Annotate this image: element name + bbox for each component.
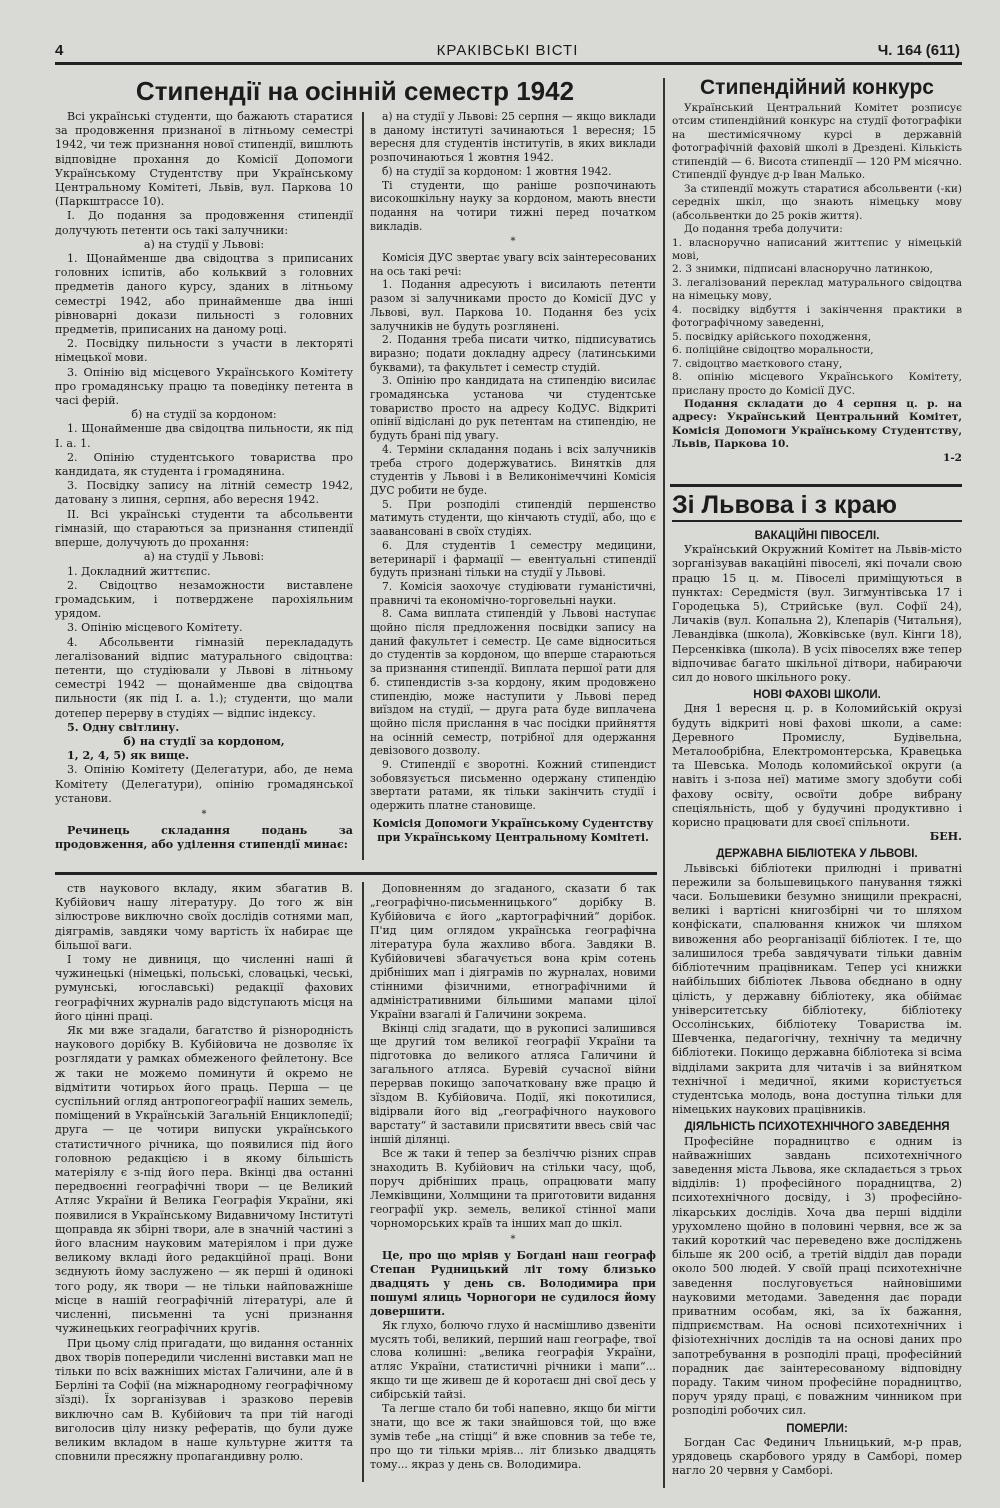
paragraph: 4. Терміни складання подань і всіх залучників треба строго додержуватись. Винятків для студентів у Львові і в Великонімеччині Комісія ДУС робити не буде. bbox=[370, 442, 656, 497]
author-signature: БЕН. bbox=[929, 830, 962, 844]
paragraph: 4. Абсольвенти гімназій переклададуть легалізований відпис матурального свідоцтва: петенти, що студіювали у Львові в літньому семестрі 1942 — щонайменше два свідоцтва пильности (як під І. а. 1.); студенти, що мали дотепер перерву в студіях — відпис індексу. bbox=[55, 635, 353, 720]
paragraph: І. До подання за продовження стипендії долучують петенти ось такі залучники: bbox=[55, 209, 353, 237]
paragraph: а) на студії у Львові: 25 серпня — якщо виклади в даному інституті зачинаються 1 вересня; 15 вересня для студентів інститутів, в яких виклади розпочинаються 1 жовтня 1942. bbox=[370, 110, 656, 165]
paragraph: І тому не дивниця, що численні наші й чужинецькі (німецькі, польські, словацькі, чеські, румунські, югославські) редакції фахових географічних журналів радо відступають місця на його цінні праці. bbox=[55, 953, 353, 1023]
paragraph: 8. Сама виплата стипендій у Львові наступає щойно після предложення посвідки запису на даний факультет і семестр. Це саме відноситься до студентів за кордоном, що вперше стараються за признання стипендії. Виплата першої рати для б. стипендистів з-за кордону, яким продовжено стипендію, може наступити у Львові перед виїздом на студії, — друга рата буде виплачена щойно після прислання в час посідки прийняття на осінній семестр, потрібної для одержання девізового дозволу. bbox=[370, 607, 656, 758]
paragraph: Український Окружний Комітет на Львів-місто зорганізував вакаційні півоселі, які почали свою працю 15 ц. м. Півоселі приміщуються в пунктах: Середмістя (вул. Зигмунтівська 17 і Городецька 5), Стрийське (вул. Софії 24), Личаків (вул. Копальна 2), Клепарів (Читальня), Левандівка (школа), Жовківське (вул. Кінги 18), Персенківка (школа). В усіх півоселях вже тепер відпочиває багато шкільної дітвори, набираючи сил до нового шкільного року. bbox=[672, 543, 962, 685]
list-item: 2. 3 знимки, підписані власноручно латинкою, bbox=[672, 263, 933, 276]
header-rule bbox=[55, 62, 962, 65]
page-header bbox=[55, 42, 960, 62]
paragraph: 1. Щонайменше два свідоцтва з приписаних головних іспитів, або кольквий з головних предметів даного курсу, зданих в літньому семестрі 1942, або принайменше два інші рівноварні докази пильності з головних предметів, приписаних на даному році. bbox=[55, 252, 353, 337]
subheading: б) на студії за кордоном: bbox=[131, 408, 277, 422]
paragraph: 3. Опінію Комітету (Делегатури, або, де нема Комітету (Делегатури), опінію громадянської установи. bbox=[55, 763, 353, 805]
paragraph: Це, про що мріяв у Богдані наш географ Степан Рудницький літ тому близько двадцять у день св. Володимира при пошумі ялиць Чорногори не судилося йому довершити. bbox=[370, 1248, 656, 1318]
paragraph: 6. Для студентів 1 семестру медицини, ветеринарії і фармації — евентуальні стипендії будуть признані тільки на студії у Львові. bbox=[370, 538, 656, 580]
news-heading: НОВІ ФАХОВІ ШКОЛИ. bbox=[753, 689, 881, 702]
paragraph: Як глухо, болючо глухо й насмішливо дзвеніти мусять тобі, великий, перший наш географе, твої слова колишні: „велика географія України, атляс України, статистичні річники і мапи“... якщо ти ще живеш де й коротаєш дні свої десь у сибірській тайзі. bbox=[370, 1318, 656, 1402]
lviv-section-title: Зі Львова і з краю bbox=[672, 490, 962, 522]
subheading: а) на студії у Львові: bbox=[143, 237, 265, 251]
paragraph: б) на студії за кордоном: 1 жовтня 1942. bbox=[382, 164, 612, 178]
list-item: 4. посвідку відбуття і закінчення практики в фотографічному заведенні, bbox=[672, 303, 962, 330]
column-rule bbox=[362, 882, 364, 1482]
subheading: а) на студії у Львові: bbox=[143, 550, 265, 564]
scholarship-column-2 bbox=[370, 110, 656, 862]
paragraph: Подання складати до 4 серпня ц. р. на адресу: Український Центральний Комітет, Комісія Допомоги Українському Студентству, Львів, Паркова 10. bbox=[672, 397, 962, 451]
paragraph: ств наукового вкладу, яким збагатив В. Кубійович нашу літературу. До того ж він зілюстрове виключно своїх дослідів сотнями мап, діяграмів, завдяки чому вартість їх набирає ще більшої ваги. bbox=[55, 882, 353, 952]
scholarship-title: Стипендії на осінній семестр 1942 bbox=[135, 76, 575, 106]
subheading: б) на студії за кордоном, bbox=[123, 734, 285, 748]
paragraph: 1, 2, 4, 5) як вище. bbox=[67, 749, 190, 763]
page-number: 4 bbox=[55, 42, 64, 59]
column-rule bbox=[663, 78, 665, 1488]
paragraph: До подання треба долучити: bbox=[684, 223, 843, 236]
contest-column bbox=[672, 102, 962, 480]
paragraph: Професійне порадництво є одним із найважніших завдань психотехнічного заведення міста Львова, яке складається з трьох відділів: 1) професійного порадництва, 2) психотехнічного досвіду, і 3) професійно-лікарських дослідів. Хоча два перші відділи урухомлено щойно в половині червня, все ж за такий короткий час переведено вже досліджень більше як 200 осіб, а третій відділ дав поради около 500 людей. У своїй праці психотехнічне заведення послуговується найновішими науковими методами. Заведення дає поради приватним особам, які, за їх бажання, підприємствам. На основі психотехнічних і фізіотехнічних дослідів та на основі даних про запотребування в розподілі праці, професійний порадник дає заінтересованому відповідну пораду. Таким чином професійне порадництво, поруч уряду праці, є поважним чинником при розподілі робочих сил. bbox=[672, 1134, 962, 1418]
paragraph: 5. При розподілі стипендій першенство матимуть студенти, що кінчають студії, або, що є заавансовані в своїх студіях. bbox=[370, 497, 656, 539]
paragraph: 3. Опінію про кандидата на стипендію висилає громадянська установа чи студентське товариство просто на адресу КоДУС. Відкриті опінії відіслані до рук петентам на стипендію, не будуть брані під увагу. bbox=[370, 374, 656, 443]
paragraph: 2. Опінію студентського товариства про кандидата, як студента і громадянина. bbox=[55, 450, 353, 479]
paragraph: За стипендії можуть старатися абсольвенти (-ки) середніх шкіл, що знають німецьку мову (абсольвентки до 25 років життя). bbox=[672, 182, 962, 222]
paragraph: 2. Подання треба писати читко, підписуватись виразно; подати докладну адресу (латинськими буквами), та факультет і семестр студій. bbox=[370, 333, 656, 374]
scholarship-column-1 bbox=[55, 110, 353, 862]
paragraph: 2. Свідоцтво незаможности виставлене громадським, і потверджене парохіяльним урядом. bbox=[55, 578, 353, 621]
paragraph: Вкінці слід згадати, що в рукописі залишився ще другий том великої географії України та підготовка до великого атляса Галичини й загального атляса. Буревій сучасної війни перервав покищо започатковану вже працю й зїздом В. Кубійовича. Події, які покотилися, відірвали його від „географічного наукового варстату“ й заставили присвятити ввесь свій час іншій ділянці. bbox=[370, 1021, 656, 1147]
paragraph: Богдан Сас Фединич Ільницький, м-р прав, урядовець скарбового уряду в Самборі, помер нагло 20 червня у Самборі. bbox=[672, 1435, 962, 1478]
kubijovych-column-1 bbox=[55, 882, 353, 1486]
paragraph: При цьому слід пригадати, що видання останніх двох творів попередили численні виставки мап не тільки по всіх важніших містах Галичини, але й в Берліні та Софії (на міжнародному географічному зїзді). Їх зорганізував і зразково перевів виключно сам В. Кубійович та при тій нагоді виголосив цілу низку рефератів, що були дуже великим вкладом в наше культурне життя та сповнили пресяжну пропагандивну ролю. bbox=[55, 1336, 353, 1464]
paragraph: ІІ. Всі українські студенти та абсольвенти гімназій, що стараються за признання стипендії вперше, долучують до прохання: bbox=[55, 507, 353, 550]
paragraph: 5. Одну світлину. bbox=[67, 720, 180, 734]
paragraph: Та легше стало би тобі напевно, якщо би мігти знати, що все ж таки знайшовся той, що вже зумів тебе „на стіцці“ й вже сповнив за тебе те, про що ти тільки мріяв... літ близько двадцять тому... якраз у день св. Володимира. bbox=[370, 1402, 656, 1472]
paragraph: Як ми вже згадали, багатство й різнородність наукового дорібку В. Кубійовича не дозволяє їх розглядати у рамках обмеженого фейлетону. Все ж таки не можемо поминути й окремо не відмітити чотирьох його праць. Перша — це суспільний огляд антропогеографії наших земель, поміщений в Українській Загальній Енциклопедії; друга — це чотири випуски українського статистичного річника, що появилися під його головною редакцією і в якому більшість матеріялу є з-під його пера. Вкінці два останні передвоєнні географічні твори — це Великий Атляс України й Велика Географія України, які появилися в Українському Видавничому Інституті щоправда як збірні твори, але в значній частині з його власним науковим матеріялом і при дуже великому вкладі його редакційної праці. Вони зєднують йому заслужено — як перші й одинокі того роду, як твори — не тільки найповажніше місце в нашій географічній літературі, але й численні, письменні та усні признання чужинецьких географічних кругів. bbox=[55, 1024, 353, 1336]
paragraph: 1. Подання адресують і висилають петенти разом зі залучниками просто до Комісії ДУС у Львові, вул. Паркова 10. Подання без усіх залучників не будуть розглянені. bbox=[370, 278, 656, 333]
paragraph: Всі українські студенти, що бажають старатися за продовження признаної в літньому семестрі 1942, чи теж признання нової стипендії, вишлють відповідне прохання до Комісії Допомоги Українському Студентству при Українському Центральному Комітеті, Львів, вул. Паркова 10 (Паркштрассе 10). bbox=[55, 110, 353, 209]
series-marker: 1-2 bbox=[943, 451, 962, 464]
paragraph: Львівські бібліотеки прилюдні і приватні пережили за большевицького панування тяжкі часи. Большевики безумно знищили прекрасні, великі і вартісні книгозбірні чи то шляхом конфіскати, спалювання книжок чи шляхом вивоження або реорганізації бібліотек. І те, що залишилося треба завдячувати тільки давнім бібліотечним працівникам. Тепер усі книжки найбільших бібліотек Львова обєднано в одну цілість, у державну бібліотеку, яка обіймає університетську бібліотеку, бібліотеку Оссолінських, бібліотеку Товариства ім. Шевченка, педагогічну, технічну та медичну бібліотеки. Покищо державна бібліотека зі всіма відділами закрита для читачів і за вийнятком технічної і медичної, якими користується студентська молодь, вона доступна тільки для німецьких наукових працівників. bbox=[672, 861, 962, 1117]
paragraph: Речинець складання подань за продовження, або уділення стипендії минає: bbox=[55, 824, 353, 852]
section-rule bbox=[55, 872, 657, 875]
paragraph: 3. Посвідку запису на літній семестр 1942, датовану з липня, серпня, або вересня 1942. bbox=[55, 479, 353, 507]
column-rule bbox=[362, 112, 364, 860]
paragraph: Дня 1 вересня ц. р. в Коломийській окрузі будуть відкриті нові фахові школи, а саме: Деревного Промислу, Будівельна, Металообрібна, Електромонтерська, Кравецька та Шевська. Молодь коломийської округи (а навіть і з-поза неї) матиме змогу здобути собі фахову освіту, освоїти добре вибрану спеціяльність, щоб у будучині продуктивно і корисно працювати для своєї спільноти. bbox=[672, 702, 962, 830]
paragraph: Український Центральний Комітет розписує отсим стипендійний конкурс на студії фотографіки на шестимісячному курсі в державній фотографічній фаховій школі в Дрездені. Кількість стипендій — 6. Висота стипендії — 120 РМ місячно. Стипендії фундує д-р Іван Малько. bbox=[672, 102, 962, 182]
paragraph: Ті студенти, що раніше розпочинають високошкільну науку за кордоном, мають внести подання на чотири тижні перед початком викладів. bbox=[370, 178, 656, 233]
separator-star: * bbox=[510, 236, 516, 248]
contest-title: Стипендійний конкурс bbox=[700, 76, 934, 99]
scholarship-signature: Комісія Допомоги Українському Судентству при Українському Центральному Комітеті. bbox=[372, 816, 654, 844]
list-item: 7. свідоцтво маєткового стану, bbox=[672, 357, 843, 370]
paragraph: 9. Стипендії є зворотні. Кожний стипендист зобовязується письменно одержану стипендію звертати ратами, як тільки закінчить студії і одержить платне становище. bbox=[370, 758, 656, 813]
issue-number: Ч. 164 (611) bbox=[877, 42, 960, 59]
paragraph: 3. Опінію місцевого Комітету. bbox=[67, 621, 243, 635]
news-heading: ВАКАЦІЙНІ ПІВОСЕЛІ. bbox=[754, 530, 880, 542]
separator-star: * bbox=[510, 1233, 516, 1245]
list-item: 8. опінію місцевого Українського Комітету, прислану просто до Комісії ДУС. bbox=[672, 371, 962, 397]
news-heading: ДІЯЛЬНІСТЬ ПСИХОТЕХНІЧНОГО ЗАВЕДЕННЯ bbox=[684, 1121, 950, 1134]
list-item: 5. посвідку арійського походження, bbox=[672, 330, 872, 343]
paragraph: 2. Посвідку пильности з участи в лекторяті німецької мови. bbox=[55, 337, 353, 365]
news-heading: ПОМЕРЛИ: bbox=[786, 1422, 848, 1435]
paragraph: Все ж таки й тепер за безліччю різних справ знаходить В. Кубійович на стільки часу, щоб, поруч дрібніших праць, опрацювати мапу Лемківщини, Холмщини та приготовити видання географії укр. земель, великої стінної мапи чорноморських країв та інших мап до шкіл. bbox=[370, 1147, 656, 1230]
separator-star: * bbox=[201, 808, 207, 820]
paragraph: Доповненням до згаданого, сказати б так „географічно-письменницького“ дорібку В. Кубійовича є його „картографічний“ дорібок. П'ид цим оглядом українська географічна література була жахливо вбога. Завдяки В. Кубійовичеві збагачується вона крім сотень дрібніших мап і діяграмів по журналах, новими стінними фізичними, етнографічними й адміністративними більшими мапами цілої України взагалі й Галичини зокрема. bbox=[370, 882, 656, 1021]
list-item: 3. легалізований переклад матурального свідоцтва на німецьку мову, bbox=[672, 276, 962, 303]
lviv-column bbox=[672, 526, 962, 1486]
paragraph: 3. Опінію від місцевого Українського Комітету про громадянську працю та поведінку петента в часі ферій. bbox=[55, 365, 353, 408]
news-heading: ДЕРЖАВНА БІБЛІОТЕКА У ЛЬВОВІ. bbox=[716, 848, 918, 861]
list-item: 1. власноручно написаний життєпис у німецькій мові, bbox=[672, 236, 962, 262]
paragraph: Комісія ДУС звертає увагу всіх заінтересованих на ось такі речі: bbox=[370, 251, 656, 278]
kubijovych-column-2 bbox=[370, 882, 656, 1486]
list-item: 6. поліційне свідоцтво моральности, bbox=[672, 344, 874, 357]
paragraph: 7. Комісія заохочує студіювати гуманістичні, правничі та економічно-торговельні науки. bbox=[370, 579, 656, 607]
section-rule bbox=[670, 484, 962, 487]
paragraph: 1. Докладний життєпис. bbox=[67, 564, 211, 578]
paragraph: 1. Щонайменше два свідоцтва пильности, як під І. а. 1. bbox=[55, 422, 353, 450]
newspaper-title: КРАКІВСЬКІ ВІСТІ bbox=[436, 42, 579, 59]
